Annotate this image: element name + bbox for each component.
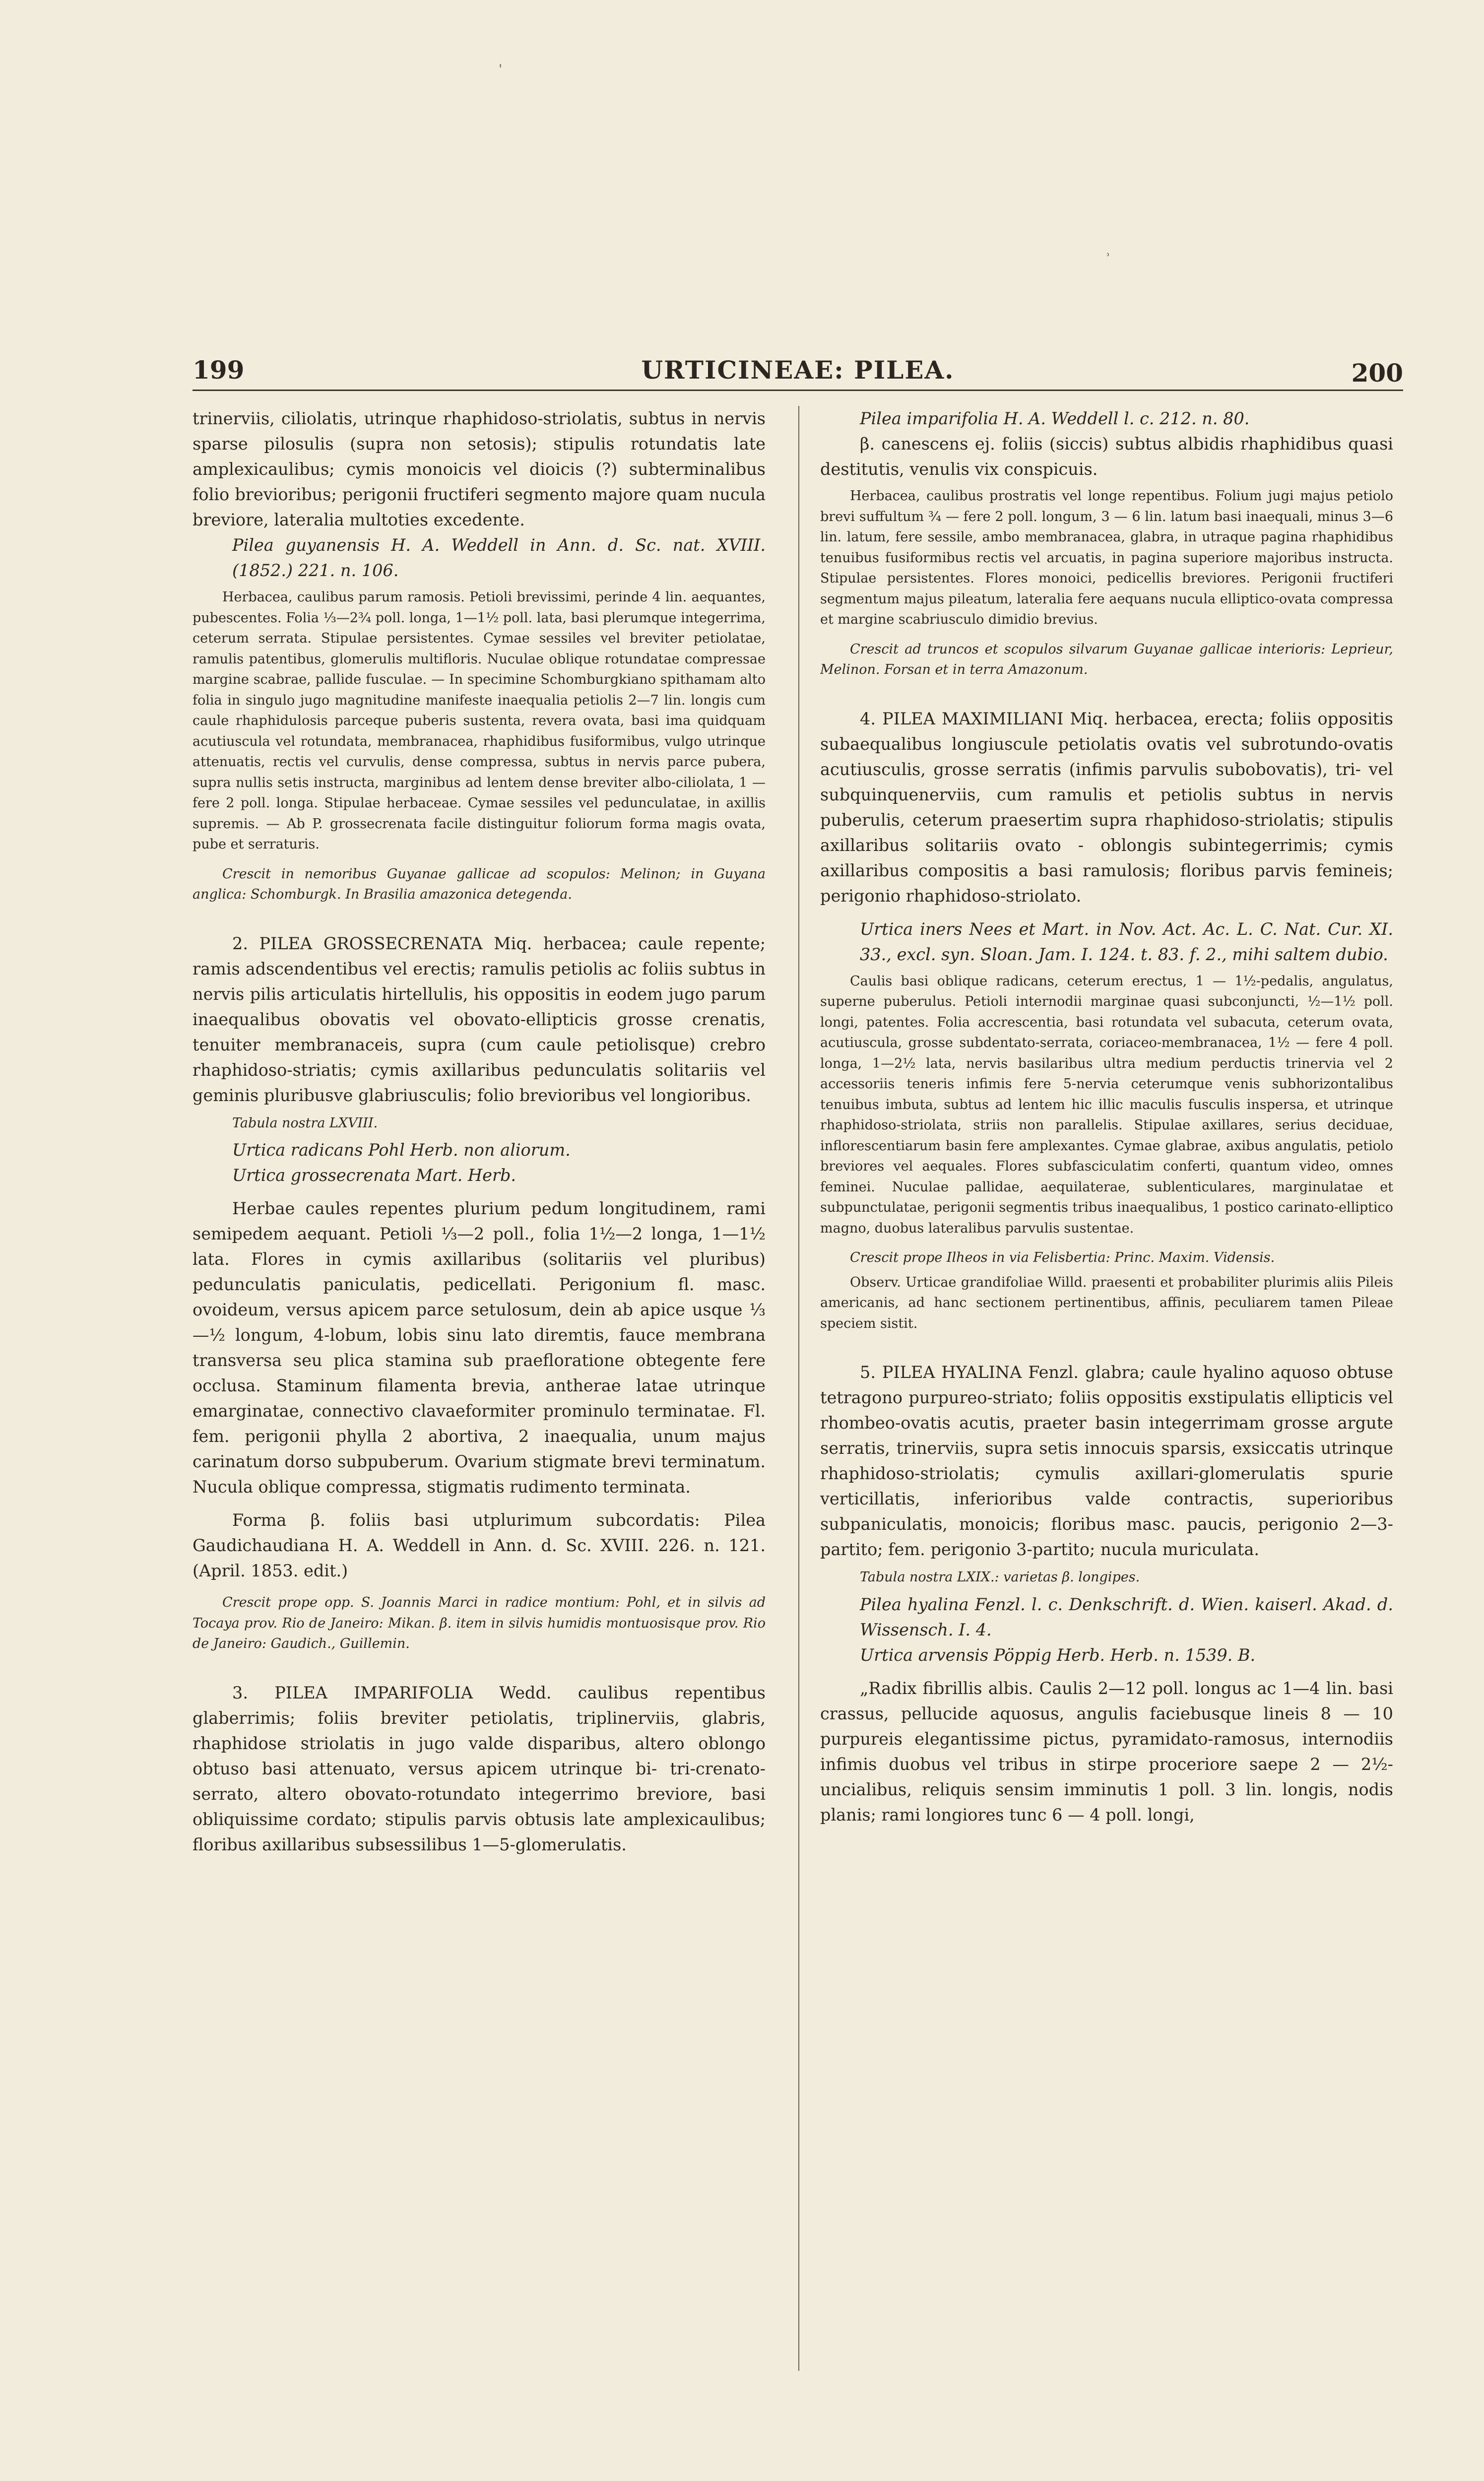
stray-mark: ' bbox=[499, 62, 503, 77]
stray-mark: ˒ bbox=[1106, 248, 1110, 263]
species-3-diagnosis: 3. PILEA IMPARIFOLIA Wedd. caulibus repentibus glaberrimis; foliis breviter petiolatis, triplinerviis, glabris, rhaphidose striolatis in jugo valde disparibus, altero oblongo obtuso basi attenuato, versus apicem utrinque bi- tri-crenato-serrato, altero obovato-rotundato integerrimo breviore, basi obliquissime cordato; stipulis parvis obtusis late amplexicaulibus; floribus axillaribus subsessilibus 1—5-glomerulatis. bbox=[193, 1683, 766, 1854]
synonym: Pilea guyanensis H. A. Weddell in Ann. d. Sc. nat. XVIII. (1852.) 221. n. 106. bbox=[232, 535, 766, 580]
diagnosis-continued: trinerviis, ciliolatis, utrinque rhaphidoso-striolatis, subtus in nervis sparse pilosulis (supra non setosis); stipulis rotundatis late amplexicaulibus; cymis monoicis vel dioicis (?) subterminalibus folio brevioribus; perigonii fructiferi segmento majore quam nucula breviore, lateralia multoties excedente. bbox=[193, 409, 766, 529]
description: Caulis basi oblique radicans, ceterum erectus, 1 — 1½-pedalis, angulatus, superne puberulus. Petioli internodii marginae quasi subconjuncti, ½—1½ poll. longi, patentes. Folia accrescentia, basi rotundata vel subacuta, ceterum ovata, acutiuscula, grosse subdentato-serrata, coriaceo-membranacea, 1½ — fere 4 poll. longa, 1—2½ lata, nervis basilaribus ultra medium perductis trinervia vel 2 accessoriis teneris infimis fere 5-nervia ceterumque venis subhorizontalibus tenuibus imbuta, subtus ad lentem hic illic maculis fusculis inspersa, et utrinque rhaphidoso-striolata, striis non parallelis. Stipulae axillares, serius deciduae, inflorescentiarum basin fere amplexantes. Cymae glabrae, axibus angulatis, petiolo breviores vel aequales. Flores subfasciculatim conferti, quantum video, omnes feminei. Nuculae pallidae, aequilaterae, sublenticulares, marginulatae et subpunctulatae, perigonii segmentis tribus inaequalibus, 1 postico carinato-elliptico magno, duobus lateralibus parvulis sustentae. bbox=[820, 973, 1393, 1236]
description: Herbacea, caulibus parum ramosis. Petioli brevissimi, perinde 4 lin. aequantes, pubescentes. Folia ⅓—2¾ poll. longa, 1—1½ poll. lata, basi plerumque integerrima, ceterum serrata. Stipulae persistentes. Cymae sessiles vel breviter petiolatae, ramulis patentibus, glomerulis multifloris. Nuculae oblique rotundatae compressae margine scabrae, pallide fusculae. — In specimine Schomburgkiano spithamam alto folia in singulo jugo magnitudine manifeste inaequalia petiolis 2—7 lin. longis cum caule rhaphidulosis parceque puberis sustenta, revera ovata, basi ima quidquam acutiuscula vel rotundata, membranacea, rhaphidibus fusiformibus, vulgo utrinque attenuatis, rectis vel curvulis, dense compressa, subtus in nervis parce pubera, supra nullis setis instructa, marginibus ad lentem dense breviter albo-ciliolata, 1 — fere 2 poll. longa. Stipulae herbaceae. Cymae sessiles vel pedunculatae, in axillis supremis. — Ab P. grossecrenata facile distinguitur foliorum forma magis ovata, pube et serraturis. bbox=[193, 589, 766, 852]
synonym: Urtica radicans Pohl Herb. non aliorum. bbox=[232, 1140, 571, 1160]
species-2-forma: Forma β. foliis basi utplurimum subcordatis: Pilea Gaudichaudiana H. A. Weddell in Ann. d. Sc. XVIII. 226. n. 121. (April. 1853. edit.) bbox=[193, 1510, 766, 1580]
synonym: Pilea hyalina Fenzl. l. c. Denkschrift. d. Wien. kaiserl. Akad. d. Wissensch. I. 4. bbox=[860, 1594, 1393, 1639]
observation: Observ. Urticae grandifoliae Willd. praesenti et probabiliter plurimis aliis Pileis americanis, ad hanc sectionem pertinentibus, affinis, peculiarem tamen Pileae speciem sistit. bbox=[820, 1274, 1393, 1331]
page-number-left: 199 bbox=[193, 355, 245, 385]
right-column bbox=[820, 406, 1393, 2440]
synonym: Urtica grossecrenata Mart. Herb. bbox=[232, 1166, 516, 1185]
species-2-description: Herbae caules repentes plurium pedum longitudinem, rami semipedem aequant. Petioli ⅓—2 poll., folia 1½—2 longa, 1—1½ lata. Flores in cymis axillaribus (solitariis vel pluribus) pedunculatis paniculatis, pedicellati. Perigonium fl. masc. ovoideum, versus apicem parce setulosum, dein ab apice usque ⅓—½ longum, 4-lobum, lobis sinu lato diremtis, fauce membrana transversa seu plica stamina sub praefloratione obtegente fere occlusa. Staminum filamenta brevia, antherae latae utrinque emarginatae, connectivo clavaeformiter prominulo terminatae. Fl. fem. perigonii phylla 2 abortiva, 2 inaequalia, unum majus carinatum dorso subpuberum. Ovarium stigmate brevi terminatum. Nucula oblique compressa, stigmatis rudimento terminata. bbox=[193, 1199, 766, 1497]
species-2-diagnosis: 2. PILEA GROSSECRENATA Miq. herbacea; caule repente; ramis adscendentibus vel erectis; ramulis petiolis ac foliis subtus in nervis pilis articulatis hirtellulis, his oppositis in eodem jugo parum inaequalibus obovatis vel obovato-ellipticis grosse crenatis, tenuiter membranaceis, supra (cum caule petiolisque) crebro rhaphidoso-striatis; cymis axillaribus pedunculatis solitariis vel geminis pluribusve glabriusculis; folio brevioribus vel longioribus. bbox=[193, 933, 766, 1105]
habitat: Crescit ad truncos et scopulos silvarum Guyanae gallicae interioris: Leprieur, Melinon. Forsan et in terra Amazonum. bbox=[820, 641, 1393, 677]
synonym: Pilea imparifolia H. A. Weddell l. c. 212. n. 80. bbox=[860, 409, 1250, 428]
left-column bbox=[193, 406, 766, 2440]
synonym: Urtica iners Nees et Mart. in Nov. Act. Ac. L. C. Nat. Cur. XI. 33., excl. syn. Sloan. Jam. I. 124. t. 83. f. 2., mihi saltem dubio. bbox=[860, 919, 1393, 964]
habitat: Crescit prope Ilheos in via Felisbertia: Princ. Maxim. Vidensis. bbox=[850, 1250, 1275, 1265]
species-5-description: „Radix fibrillis albis. Caulis 2—12 poll. longus ac 1—4 lin. basi crassus, pellucide aquosus, angulis faciebusque lineis 8 — 10 purpureis elegantissime pictus, pyramidato-ramosus, internodiis infimis duobus vel tribus in stirpe proceriore saepe 2 — 2½-uncialibus, reliquis sensim imminutis 1 poll. 3 lin. longis, nodis planis; rami longiores tunc 6 — 4 poll. longi, bbox=[820, 1678, 1393, 1825]
habitat: Crescit in nemoribus Guyanae gallicae ad scopulos: Melinon; in Guyana anglica: Schomburgk. In Brasilia amazonica detegenda. bbox=[193, 866, 766, 902]
plate-reference: Tabula nostra LXVIII. bbox=[232, 1115, 378, 1131]
species-4-diagnosis: 4. PILEA MAXIMILIANI Miq. herbacea, erecta; foliis oppositis subaequalibus longiuscule petiolatis ovatis vel subrotundo-ovatis acutiusculis, grosse serratis (infimis parvulis subobovatis), tri- vel subquinquenerviis, cum ramulis et petiolis subtus in nervis puberulis, ceterum praesertim supra rhaphidoso-striolatis; stipulis axillaribus solitariis ovato - oblongis subintegerrimis; cymis axillaribus compositis a basi ramulosis; floribus parvis femineis; perigonio rhaphidoso-striolato. bbox=[820, 709, 1393, 906]
page-header bbox=[193, 355, 1403, 390]
habitat: Crescit prope opp. S. Joannis Marci in radice montium: Pohl, et in silvis ad Tocaya prov. Rio de Janeiro: Mikan. β. item in silvis humidis montuosisque prov. Rio de Janeiro: Gaudich., Guillemin. bbox=[193, 1595, 766, 1651]
header-rule bbox=[193, 390, 1403, 391]
variety: β. canescens ej. foliis (siccis) subtus albidis rhaphidibus quasi destitutis, venulis vix conspicuis. bbox=[820, 434, 1393, 479]
column-divider bbox=[798, 406, 799, 2371]
plate-reference: Tabula nostra LXIX.: varietas β. longipes. bbox=[860, 1569, 1140, 1585]
species-5-diagnosis: 5. PILEA HYALINA Fenzl. glabra; caule hyalino aquoso obtuse tetragono purpureo-striato; foliis oppositis exstipulatis ellipticis vel rhombeo-ovatis acutis, praeter basin integerrimam grosse argute serratis, trinerviis, supra setis innocuis sparsis, exsiccatis utrinque rhaphidoso-striolatis; cymulis axillari-glomerulatis spurie verticillatis, inferioribus valde contractis, superioribus subpaniculatis, monoicis; floribus masc. paucis, perigonio 2—3-partito; fem. perigonio 3-partito; nucula muriculata. bbox=[820, 1363, 1393, 1559]
running-title: URTICINEAE: PILEA. bbox=[641, 355, 955, 385]
synonym: Urtica arvensis Pöppig Herb. Herb. n. 1539. B. bbox=[860, 1645, 1256, 1665]
description: Herbacea, caulibus prostratis vel longe repentibus. Folium jugi majus petiolo brevi suffultum ¾ — fere 2 poll. longum, 3 — 6 lin. latum basi inaequali, minus 3—6 lin. latum, fere sessile, ambo membranacea, glabra, in utraque pagina rhaphidibus tenuibus fusiformibus rectis vel arcuatis, in pagina superiore majoribus instructa. Stipulae persistentes. Flores monoici, pedicellis breviores. Perigonii fructiferi segmentum majus pileatum, lateralia fere aequans nucula elliptico-ovata compressa et margine scabriusculo dimidio brevius. bbox=[820, 488, 1393, 627]
page-number-right: 200 bbox=[1351, 358, 1403, 388]
